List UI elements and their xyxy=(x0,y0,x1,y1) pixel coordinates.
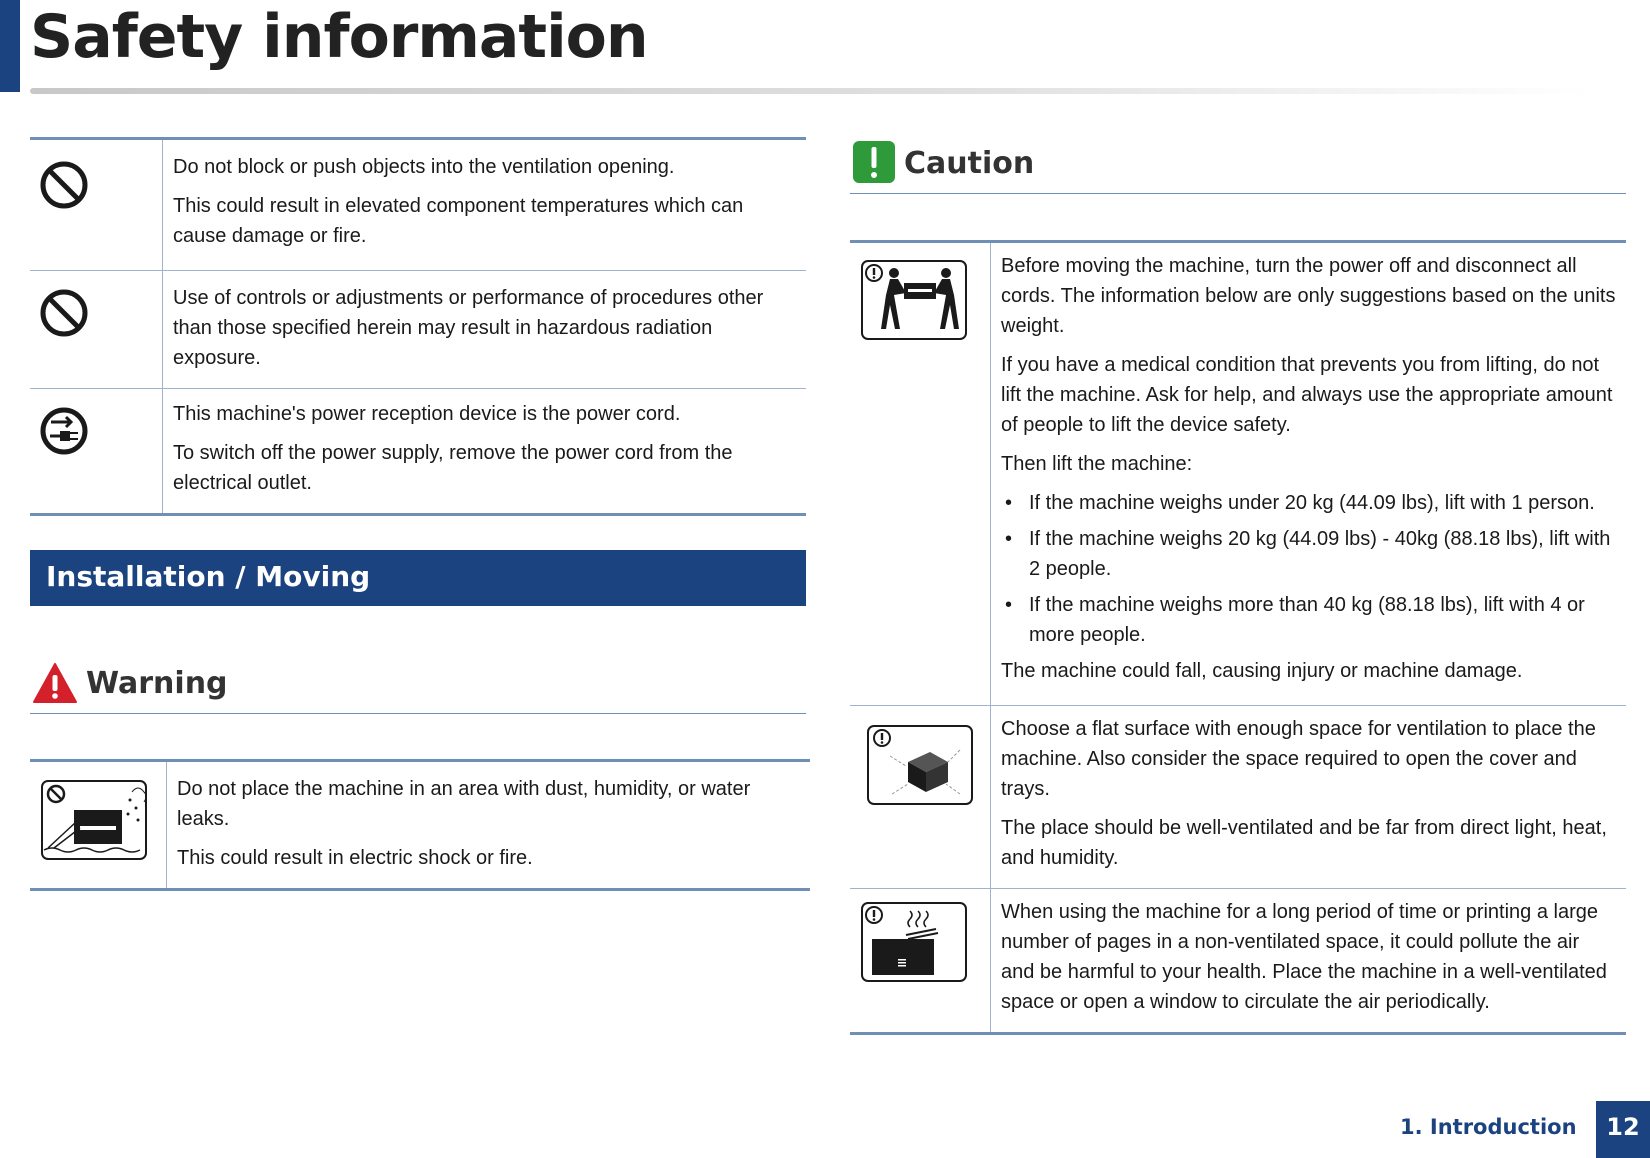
warning-divider xyxy=(30,713,806,714)
list-item: • If the machine weighs 20 kg (44.09 lbs) - 40kg (88.18 lbs), lift with 2 people. xyxy=(1005,528,1611,580)
title-accent-bar xyxy=(0,0,20,92)
row-text: Choose a flat surface with enough space for ventilation to place the machine. Also consider the space required to open the cover and trays. xyxy=(1001,718,1596,800)
list-item: • If the machine weighs under 20 kg (44.09 lbs), lift with 1 person. xyxy=(1005,492,1595,514)
warning-heading: Warning xyxy=(86,666,228,701)
row-text: Do not block or push objects into the ventilation opening. xyxy=(173,156,675,178)
caution-icon xyxy=(852,140,896,184)
table-row xyxy=(30,389,806,515)
row-text: When using the machine for a long period of time or printing a large number of pages in a non-ventilated space, it could pollute the air and be harmful to your health. Place the machine in a well-ventilated space or open a window to circulate the air periodically. xyxy=(1001,901,1607,1013)
no-dust-humidity-icon xyxy=(30,762,166,862)
table-row xyxy=(30,271,806,389)
table-row xyxy=(850,706,1626,889)
flat-surface-icon xyxy=(850,706,990,816)
caution-divider xyxy=(850,193,1626,194)
general-safety-table xyxy=(30,137,806,516)
row-text: The machine could fall, causing injury or machine damage. xyxy=(1001,660,1523,682)
power-plug-icon xyxy=(30,389,162,469)
caution-heading: Caution xyxy=(904,146,1035,181)
row-text: Then lift the machine: xyxy=(1001,453,1193,475)
row-text: Before moving the machine, turn the power off and disconnect all cords. The information below are only suggestions based on the units weight. xyxy=(1001,255,1616,337)
table-row xyxy=(30,761,810,890)
section-heading-installation: Installation / Moving xyxy=(30,550,806,606)
table-row xyxy=(850,889,1626,1034)
two-person-lift-icon xyxy=(850,243,990,353)
table-row xyxy=(850,242,1626,706)
row-text: The place should be well-ventilated and be far from direct light, heat, and humidity. xyxy=(1001,817,1607,869)
footer-chapter: 1. Introduction xyxy=(1400,1115,1577,1139)
warning-table xyxy=(30,759,810,891)
row-text: To switch off the power supply, remove the power cord from the electrical outlet. xyxy=(173,442,733,494)
row-text: Do not place the machine in an area with dust, humidity, or water leaks. xyxy=(177,778,751,830)
row-text: Use of controls or adjustments or performance of procedures other than those specified herein may result in hazardous radiation exposure. xyxy=(173,287,764,369)
prohibition-icon xyxy=(30,140,162,220)
page-title: Safety information xyxy=(30,2,648,72)
list-item: • If the machine weighs more than 40 kg (88.18 lbs), lift with 4 or more people. xyxy=(1005,594,1585,646)
title-divider xyxy=(30,88,1590,94)
page-number-badge: 12 xyxy=(1596,1101,1650,1158)
row-text: If you have a medical condition that prevents you from lifting, do not lift the machine. Ask for help, and always use the appropriate amount of people to lift the device safety. xyxy=(1001,354,1613,436)
ventilation-heat-icon xyxy=(850,889,990,999)
warning-icon xyxy=(32,662,78,704)
row-text: This could result in elevated component temperatures which can cause damage or fire. xyxy=(173,195,744,247)
row-text: This machine's power reception device is the power cord. xyxy=(173,403,681,425)
table-row xyxy=(30,139,806,271)
caution-table xyxy=(850,240,1626,1035)
prohibition-icon xyxy=(30,271,162,351)
row-text: This could result in electric shock or fire. xyxy=(177,847,533,869)
